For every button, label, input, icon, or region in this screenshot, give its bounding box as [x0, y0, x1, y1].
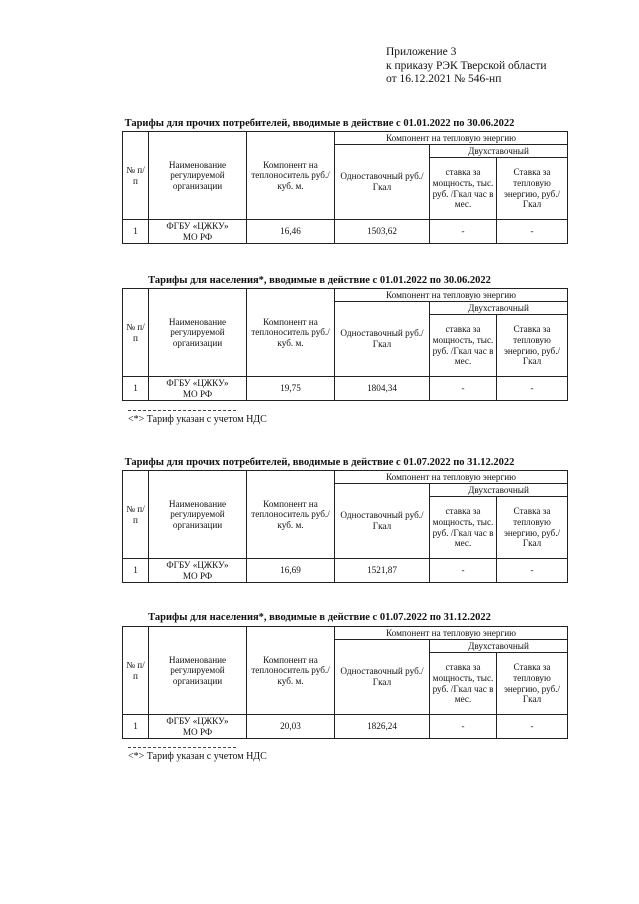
- org-name-line: МО РФ: [182, 388, 213, 399]
- col-header-single-rate: Одноставочный руб./Гкал: [335, 484, 430, 559]
- tariff-table: [122, 288, 568, 401]
- cell-single: 1804,34: [335, 377, 430, 401]
- col-header-name: Наименование регулируемой организации: [149, 289, 247, 377]
- cell-energy: -: [497, 377, 568, 401]
- table-row: [123, 715, 568, 739]
- table-title: Тарифы для прочих потребителей, вводимые в действие с 01.01.2022 по 30.06.2022: [124, 118, 515, 129]
- cell-energy: -: [497, 220, 568, 244]
- cell-carrier: 16,69: [247, 559, 335, 583]
- cell-single: 1521,87: [335, 559, 430, 583]
- col-header-capacity-rate: ставка за мощность, тыс. руб. /Гкал час в мес.: [430, 653, 497, 715]
- col-header-energy-component: Компонент на тепловую энергию: [335, 471, 568, 484]
- col-header-energy-rate: Ставка за тепловую энергию, руб./Гкал: [497, 315, 568, 377]
- table-title: Тарифы для населения*, вводимые в действие с 01.07.2022 по 31.12.2022: [148, 612, 491, 623]
- col-header-energy-rate: Ставка за тепловую энергию, руб./Гкал: [497, 497, 568, 559]
- tariff-table: [122, 131, 568, 244]
- cell-org: [149, 377, 247, 401]
- cell-capacity: -: [430, 377, 497, 401]
- col-header-carrier: Компонент на теплоноситель руб./куб. м.: [247, 132, 335, 220]
- col-header-two-part: Двухставочный: [430, 484, 568, 497]
- org-name-line: ФГБУ «ЦЖКУ»: [166, 220, 229, 231]
- col-header-two-part: Двухставочный: [430, 145, 568, 158]
- tariff-table: [122, 626, 568, 739]
- table-title: Тарифы для прочих потребителей, вводимые в действие с 01.07.2022 по 31.12.2022: [124, 457, 515, 468]
- cell-num: 1: [123, 559, 149, 583]
- col-header-single-rate: Одноставочный руб./Гкал: [335, 302, 430, 377]
- col-header-capacity-rate: ставка за мощность, тыс. руб. /Гкал час в мес.: [430, 158, 497, 220]
- footnote-separator: [128, 747, 236, 748]
- col-header-energy-rate: Ставка за тепловую энергию, руб./Гкал: [497, 158, 568, 220]
- footnote: <*> Тариф указан с учетом НДС: [128, 751, 267, 762]
- col-header-single-rate: Одноставочный руб./Гкал: [335, 640, 430, 715]
- org-name-line: ФГБУ «ЦЖКУ»: [166, 715, 229, 726]
- cell-energy: -: [497, 715, 568, 739]
- col-header-num: № п/п: [123, 627, 149, 715]
- cell-capacity: -: [430, 220, 497, 244]
- cell-energy: -: [497, 559, 568, 583]
- col-header-two-part: Двухставочный: [430, 302, 568, 315]
- col-header-carrier: Компонент на теплоноситель руб./куб. м.: [247, 471, 335, 559]
- cell-single: 1826,24: [335, 715, 430, 739]
- org-name-line: МО РФ: [182, 231, 213, 242]
- col-header-energy-component: Компонент на тепловую энергию: [335, 132, 568, 145]
- col-header-two-part: Двухставочный: [430, 640, 568, 653]
- col-header-name: Наименование регулируемой организации: [149, 471, 247, 559]
- cell-carrier: 20,03: [247, 715, 335, 739]
- table-row: [123, 559, 568, 583]
- cell-carrier: 16,46: [247, 220, 335, 244]
- col-header-num: № п/п: [123, 132, 149, 220]
- cell-num: 1: [123, 715, 149, 739]
- cell-org: [149, 559, 247, 583]
- col-header-carrier: Компонент на теплоноситель руб./куб. м.: [247, 627, 335, 715]
- cell-num: 1: [123, 377, 149, 401]
- col-header-energy-component: Компонент на тепловую энергию: [335, 289, 568, 302]
- footnote: <*> Тариф указан с учетом НДС: [128, 414, 267, 425]
- col-header-single-rate: Одноставочный руб./Гкал: [335, 145, 430, 220]
- cell-org: [149, 715, 247, 739]
- col-header-energy-rate: Ставка за тепловую энергию, руб./Гкал: [497, 653, 568, 715]
- org-name-line: ФГБУ «ЦЖКУ»: [166, 377, 229, 388]
- appendix-label: Приложение 3: [386, 46, 457, 58]
- col-header-energy-component: Компонент на тепловую энергию: [335, 627, 568, 640]
- table-title: Тарифы для населения*, вводимые в действие с 01.01.2022 по 30.06.2022: [148, 275, 491, 286]
- cell-num: 1: [123, 220, 149, 244]
- table-row: [123, 377, 568, 401]
- col-header-capacity-rate: ставка за мощность, тыс. руб. /Гкал час в мес.: [430, 315, 497, 377]
- col-header-num: № п/п: [123, 471, 149, 559]
- cell-carrier: 19,75: [247, 377, 335, 401]
- col-header-num: № п/п: [123, 289, 149, 377]
- cell-capacity: -: [430, 715, 497, 739]
- org-name-line: МО РФ: [182, 570, 213, 581]
- order-date: от 16.12.2021 № 546-нп: [386, 73, 502, 85]
- col-header-capacity-rate: ставка за мощность, тыс. руб. /Гкал час в мес.: [430, 497, 497, 559]
- col-header-name: Наименование регулируемой организации: [149, 132, 247, 220]
- cell-single: 1503,62: [335, 220, 430, 244]
- footnote-separator: [128, 410, 236, 411]
- document-header: [386, 46, 547, 87]
- order-reference: к приказу РЭК Тверской области: [386, 59, 547, 72]
- cell-capacity: -: [430, 559, 497, 583]
- org-name-line: МО РФ: [182, 726, 213, 737]
- table-row: [123, 220, 568, 244]
- tariff-table: [122, 470, 568, 583]
- cell-org: [149, 220, 247, 244]
- col-header-name: Наименование регулируемой организации: [149, 627, 247, 715]
- col-header-carrier: Компонент на теплоноситель руб./куб. м.: [247, 289, 335, 377]
- org-name-line: ФГБУ «ЦЖКУ»: [166, 559, 229, 570]
